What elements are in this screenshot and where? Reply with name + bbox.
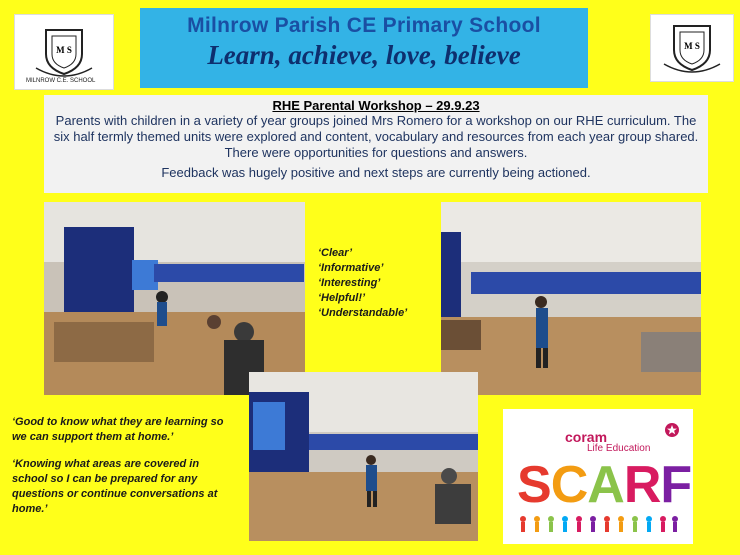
quote-item: ‘Interesting’ bbox=[318, 277, 381, 289]
coram-label: coram bbox=[565, 429, 608, 445]
workshop-photo-1 bbox=[44, 202, 305, 395]
scarf-logo bbox=[503, 409, 693, 544]
quote-item: ‘Informative’ bbox=[318, 262, 384, 274]
scarf-letter: F bbox=[660, 456, 692, 514]
parent-comment: ‘Good to know what they are learning so we can support them at home.’ bbox=[12, 416, 224, 443]
parent-comments bbox=[12, 415, 232, 529]
workshop-heading: RHE Parental Workshop – 29.9.23 bbox=[272, 98, 480, 113]
crest-icon bbox=[32, 24, 96, 80]
crest-icon bbox=[660, 20, 724, 76]
life-education-label: Life Education bbox=[587, 443, 651, 454]
quote-item: ‘Helpful!’ bbox=[318, 292, 366, 304]
quote-item: ‘Understandable’ bbox=[318, 307, 408, 319]
crest-caption-left: MILNROW C.E. SCHOOL bbox=[26, 78, 96, 84]
star-icon bbox=[665, 423, 679, 437]
scarf-letter: A bbox=[587, 456, 624, 514]
children-figures-icon bbox=[517, 515, 681, 535]
scarf-letter: R bbox=[623, 456, 661, 514]
workshop-feedback: Feedback was hugely positive and next steps are currently being actioned. bbox=[161, 165, 591, 180]
scarf-wordmark bbox=[517, 455, 691, 515]
feedback-quotes bbox=[318, 246, 407, 321]
workshop-info-box bbox=[44, 95, 708, 193]
svg-text:M S: M S bbox=[56, 45, 72, 55]
workshop-photo-3 bbox=[249, 372, 478, 541]
quote-item: ‘Clear’ bbox=[318, 247, 353, 259]
school-crest-logo-right bbox=[650, 14, 734, 82]
workshop-photo-2 bbox=[441, 202, 701, 395]
school-banner bbox=[140, 8, 588, 88]
workshop-description: Parents with children in a variety of year groups joined Mrs Romero for a workshop on our RHE curriculum. The six half termly themed units were explored and content, vocabulary and resources from each year group shared. There were opportunities for questions and answers. bbox=[53, 113, 699, 160]
parent-comment: ‘Knowing what areas are covered in school so I can be prepared for any questions or continue conversations at home.’ bbox=[12, 458, 218, 515]
scarf-letter: C bbox=[550, 456, 588, 514]
school-name: Milnrow Parish CE Primary School bbox=[187, 14, 541, 37]
scarf-letter: S bbox=[517, 456, 551, 514]
school-motto: Learn, achieve, love, believe bbox=[207, 40, 521, 70]
svg-text:M S: M S bbox=[684, 41, 700, 51]
